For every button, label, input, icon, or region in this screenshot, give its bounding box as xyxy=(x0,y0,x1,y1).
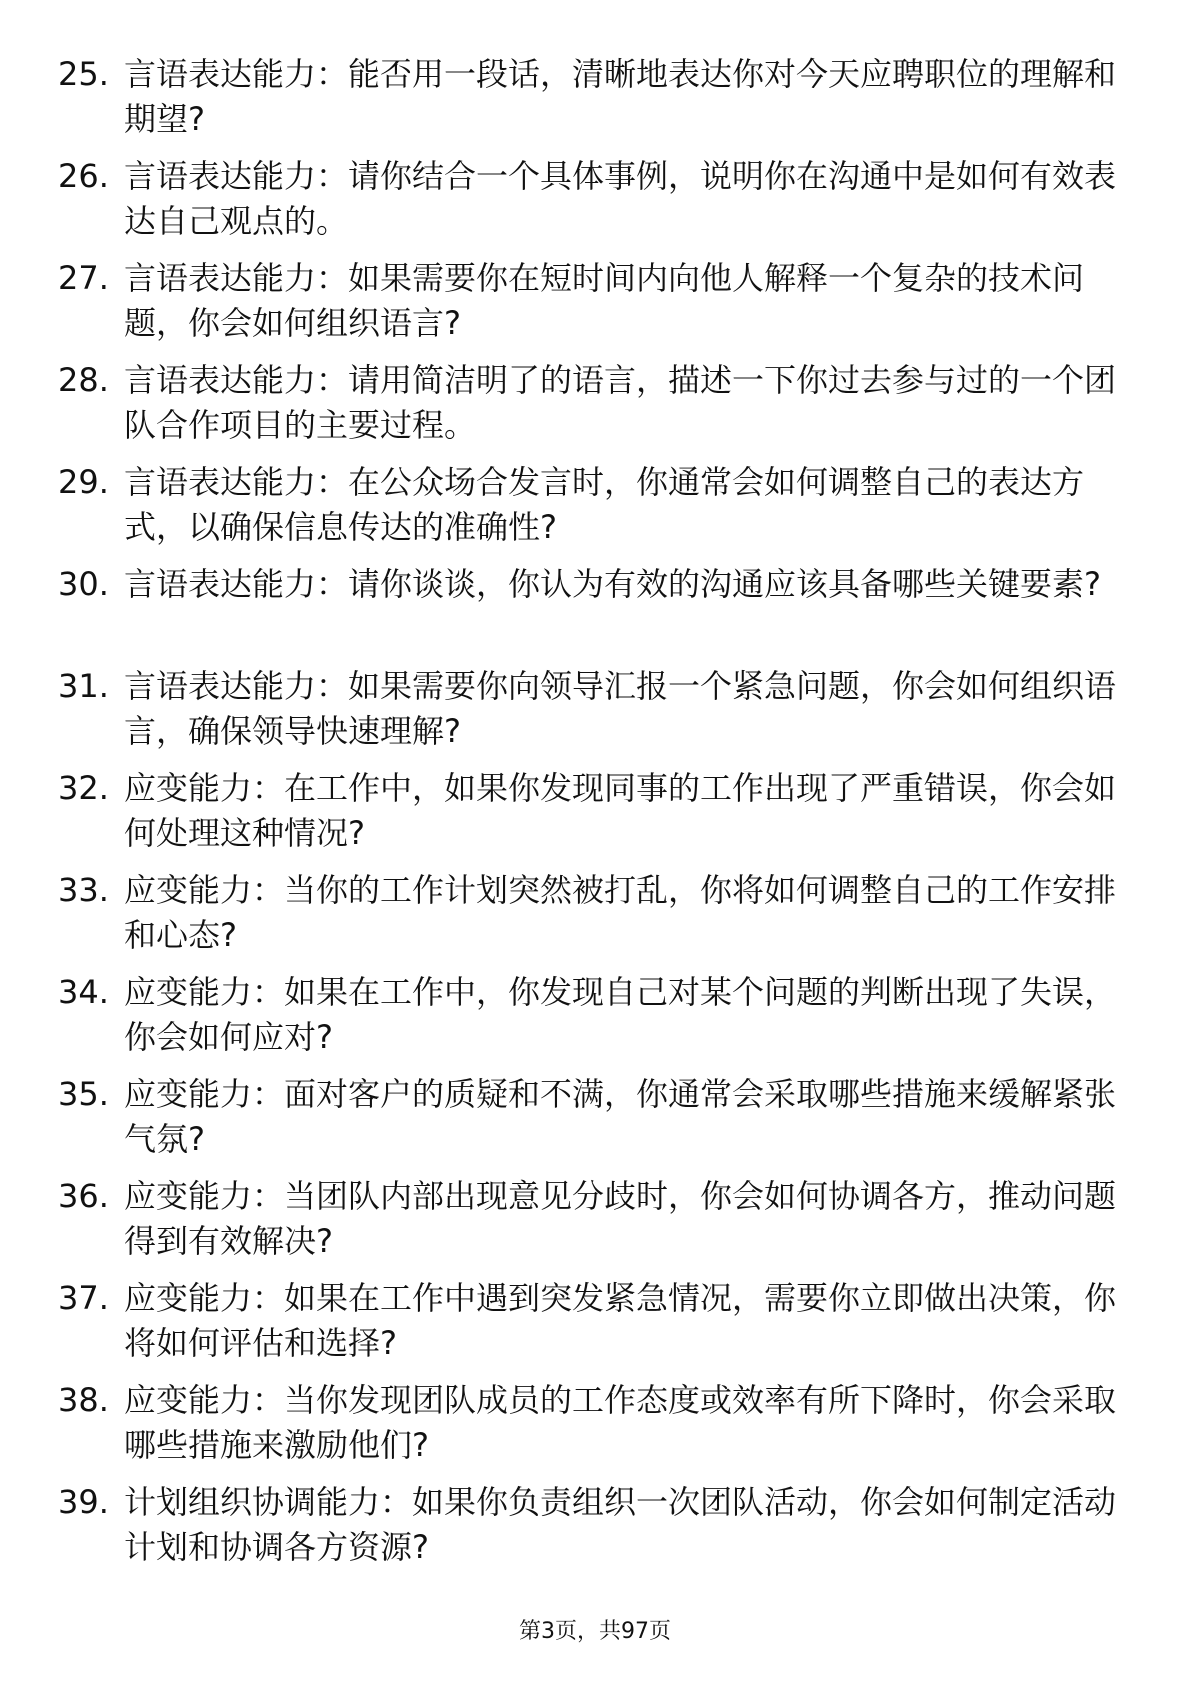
question-text: 应变能力：如果在工作中，你发现自己对某个问题的判断出现了失误，你会如何应对? xyxy=(124,973,1117,1056)
question-text: 应变能力：面对客户的质疑和不满，你通常会采取哪些措施来缓解紧张气氛? xyxy=(124,1075,1117,1158)
question-text: 言语表达能力：在公众场合发言时，你通常会如何调整自己的表达方式，以确保信息传达的准确性? xyxy=(124,463,1085,546)
question-item xyxy=(58,664,1138,766)
question-item xyxy=(58,766,1138,868)
question-number: 39. xyxy=(58,1483,109,1521)
question-text: 应变能力：当你发现团队成员的工作态度或效率有所下降时，你会采取哪些措施来激励他们? xyxy=(124,1381,1117,1464)
question-item xyxy=(58,52,1138,154)
question-number: 36. xyxy=(58,1177,109,1215)
question-number: 29. xyxy=(58,463,109,501)
question-list xyxy=(58,52,1138,1582)
question-item xyxy=(58,970,1138,1072)
question-number: 28. xyxy=(58,361,109,399)
question-item xyxy=(58,1378,1138,1480)
page-footer: 第3页，共97页 xyxy=(519,1619,671,1644)
question-number: 30. xyxy=(58,565,109,603)
question-item xyxy=(58,460,1138,562)
question-text: 言语表达能力：如果需要你向领导汇报一个紧急问题，你会如何组织语言，确保领导快速理解? xyxy=(124,667,1117,750)
question-item xyxy=(58,154,1138,256)
question-text: 言语表达能力：如果需要你在短时间内向他人解释一个复杂的技术问题，你会如何组织语言? xyxy=(124,259,1085,342)
question-number: 38. xyxy=(58,1381,109,1419)
question-item xyxy=(58,1480,1138,1582)
question-number: 31. xyxy=(58,667,109,705)
question-text: 言语表达能力：请你谈谈，你认为有效的沟通应该具备哪些关键要素? xyxy=(124,565,1101,603)
question-text: 言语表达能力：能否用一段话，清晰地表达你对今天应聘职位的理解和期望? xyxy=(124,55,1117,138)
question-text: 应变能力：当团队内部出现意见分歧时，你会如何协调各方，推动问题得到有效解决? xyxy=(124,1177,1117,1260)
question-number: 34. xyxy=(58,973,109,1011)
question-number: 37. xyxy=(58,1279,109,1317)
question-item xyxy=(58,256,1138,358)
question-text: 言语表达能力：请你结合一个具体事例，说明你在沟通中是如何有效表达自己观点的。 xyxy=(124,157,1117,240)
question-number: 25. xyxy=(58,55,109,93)
question-item xyxy=(58,1174,1138,1276)
question-text: 应变能力：在工作中，如果你发现同事的工作出现了严重错误，你会如何处理这种情况? xyxy=(124,769,1117,852)
question-number: 32. xyxy=(58,769,109,807)
question-item xyxy=(58,868,1138,970)
question-number: 33. xyxy=(58,871,109,909)
question-number: 35. xyxy=(58,1075,109,1113)
question-text: 应变能力：当你的工作计划突然被打乱，你将如何调整自己的工作安排和心态? xyxy=(124,871,1117,954)
question-item xyxy=(58,1072,1138,1174)
question-item xyxy=(58,562,1138,664)
question-item xyxy=(58,358,1138,460)
question-number: 27. xyxy=(58,259,109,297)
question-number: 26. xyxy=(58,157,109,195)
question-text: 计划组织协调能力：如果你负责组织一次团队活动，你会如何制定活动计划和协调各方资源? xyxy=(124,1483,1117,1566)
question-text: 应变能力：如果在工作中遇到突发紧急情况，需要你立即做出决策，你将如何评估和选择? xyxy=(124,1279,1117,1362)
question-item xyxy=(58,1276,1138,1378)
question-text: 言语表达能力：请用简洁明了的语言，描述一下你过去参与过的一个团队合作项目的主要过程。 xyxy=(124,361,1117,444)
